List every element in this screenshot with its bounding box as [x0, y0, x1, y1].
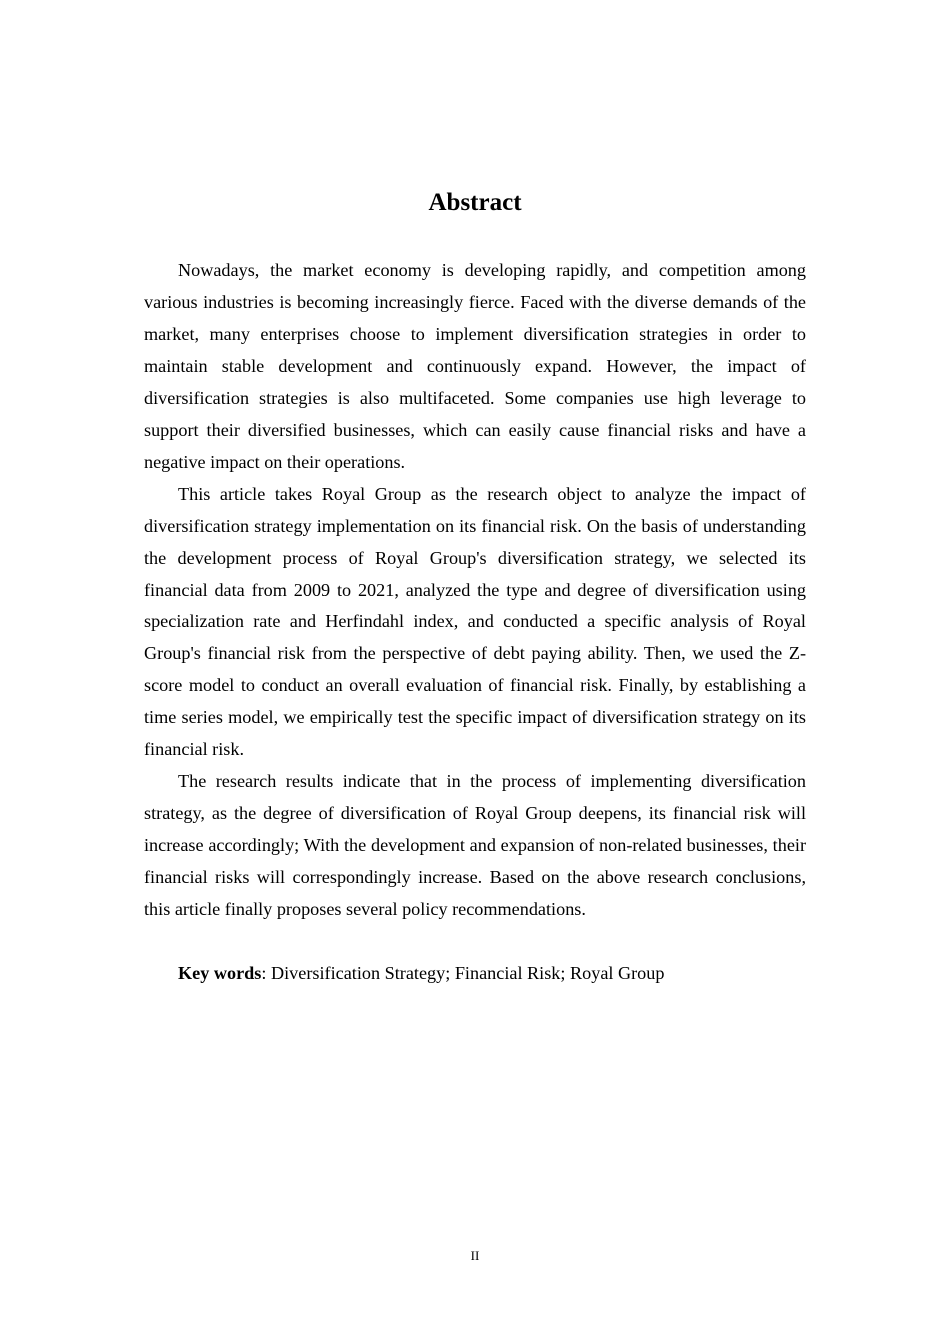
- abstract-paragraph-3: The research results indicate that in the process of implementing diversification strategy, as the degree of diversification of Royal Group deepens, its financial risk will increase accordingly; With the development and expansion of non-related businesses, their financial risks will correspondingly increase. Based on the above research conclusions, this article finally proposes several policy recommendations.: [144, 771, 806, 920]
- keywords-label: Key words: [178, 963, 262, 983]
- keywords-text: Diversification Strategy; Financial Risk; Royal Group: [270, 963, 665, 983]
- keywords-line: [144, 957, 806, 989]
- keywords-separator: :: [261, 963, 271, 983]
- abstract-paragraph-2: This article takes Royal Group as the research object to analyze the impact of diversification strategy implementation on its financial risk. On the basis of understanding the development process of Royal Group's diversification strategy, we selected its financial data from 2009 to 2021, analyzed the type and degree of diversification using specialization rate and Herfindahl index, and conducted a specific analysis of Royal Group's financial risk from the perspective of debt paying ability. Then, we used the Z-score model to conduct an overall evaluation of financial risk. Finally, by establishing a time series model, we empirically test the specific impact of diversification strategy on its financial risk.: [144, 483, 806, 760]
- abstract-body: [144, 255, 806, 926]
- abstract-title: Abstract: [428, 189, 522, 216]
- abstract-paragraph-1: Nowadays, the market economy is developing rapidly, and competition among various industries is becoming increasingly fierce. Faced with the diverse demands of the market, many enterprises choose to implement diversification strategies in order to maintain stable development and continuously expand. However, the impact of diversification strategies is also multifaceted. Some companies use high leverage to support their diversified businesses, which can easily cause financial risks and have a negative impact on their operations.: [144, 260, 806, 472]
- page-number: II: [470, 1248, 480, 1263]
